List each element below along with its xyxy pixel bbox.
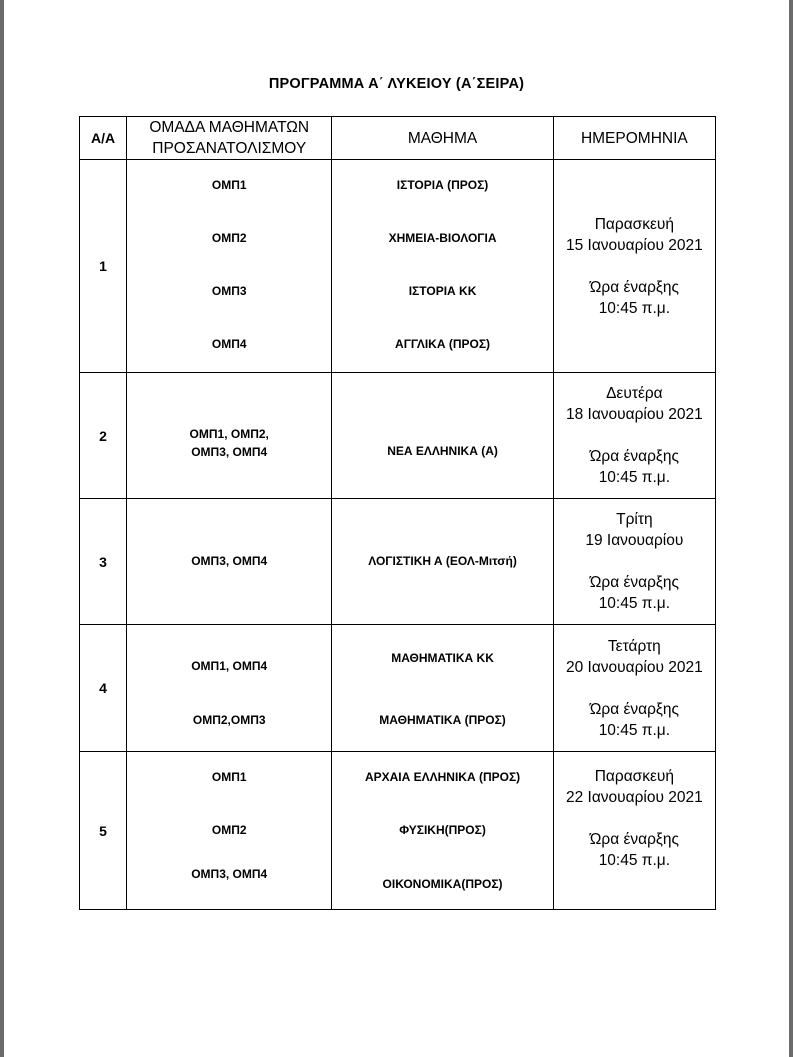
date-cell (553, 160, 715, 373)
row-number: 5 (80, 752, 127, 910)
header-aa: Α/Α (80, 117, 127, 160)
table-header-row (80, 117, 716, 160)
start-time: 10:45 π.μ. (598, 469, 671, 486)
date-value: 22 Ιανουαρίου 2021 (565, 789, 703, 806)
date-value: 15 Ιανουαρίου 2021 (565, 236, 703, 254)
subject-item: ΑΡΧΑΙΑ ΕΛΛΗΝΙΚΑ (ΠΡΟΣ) (364, 770, 521, 784)
subject-item: ΑΓΓΛΙΚΑ (ΠΡΟΣ) (395, 337, 491, 351)
subject-cell (332, 499, 553, 625)
row-number: 1 (80, 160, 127, 373)
group-item: ΟΜΠ2 (211, 823, 247, 837)
header-group-line1: ΟΜΑΔΑ ΜΑΘΗΜΑΤΩΝ (149, 119, 310, 136)
group-cell (127, 752, 332, 910)
window-edge-right (789, 0, 793, 1057)
start-label: Ώρα έναρξης (589, 574, 679, 591)
group-item: ΟΜΠ2,ΟΜΠ3 (192, 713, 266, 727)
group-item: ΟΜΠ3 (211, 284, 247, 298)
date-cell (553, 625, 715, 752)
subject-item: ΟΙΚΟΝΟΜΙΚΑ(ΠΡΟΣ) (382, 877, 503, 891)
subject-cell (332, 373, 553, 499)
table-row (80, 373, 716, 499)
group-item: ΟΜΠ3, ΟΜΠ4 (191, 554, 268, 568)
date-day: Παρασκευή (594, 768, 674, 785)
schedule-table (79, 116, 716, 910)
group-item: ΟΜΠ3, ΟΜΠ4 (191, 867, 268, 881)
table-row (80, 625, 716, 752)
page-title: ΠΡΟΓΡΑΜΜΑ Α΄ ΛΥΚΕΙΟΥ (Α΄ΣΕΙΡΑ) (268, 76, 525, 92)
row-number: 2 (80, 373, 127, 499)
group-item: ΟΜΠ1, ΟΜΠ2, (189, 427, 269, 441)
date-day: Τρίτη (616, 511, 653, 528)
header-group-line2: ΠΡΟΣΑΝΑΤΟΛΙΣΜΟΥ (152, 140, 307, 157)
date-day: Τετάρτη (607, 637, 661, 655)
subject-item: ΧΗΜΕΙΑ-ΒΙΟΛΟΓΙΑ (388, 231, 497, 245)
header-date: ΗΜΕΡΟΜΗΝΙΑ (553, 117, 715, 160)
group-cell (127, 373, 332, 499)
date-value: 18 Ιανουαρίου 2021 (565, 406, 703, 423)
date-cell (553, 499, 715, 625)
subject-item: ΦΥΣΙΚΗ(ΠΡΟΣ) (399, 823, 486, 837)
start-label: Ώρα έναρξης (589, 700, 679, 718)
start-time: 10:45 π.μ. (598, 595, 671, 612)
date-cell (553, 373, 715, 499)
subject-item: ΙΣΤΟΡΙΑ (ΠΡΟΣ) (396, 178, 489, 192)
group-item: ΟΜΠ1, ΟΜΠ4 (191, 659, 268, 673)
subject-item: ΜΑΘΗΜΑΤΙΚΑ ΚΚ (391, 651, 494, 665)
group-cell (127, 160, 332, 373)
table-row (80, 160, 716, 373)
start-time: 10:45 π.μ. (598, 299, 671, 317)
subject-cell (332, 752, 553, 910)
subject-cell (332, 625, 553, 752)
start-label: Ώρα έναρξης (589, 831, 679, 848)
group-item: ΟΜΠ2 (211, 231, 247, 245)
date-day: Δευτέρα (606, 385, 663, 402)
subject-item: ΛΟΓΙΣΤΙΚΗ Α (ΕΟΛ-Μιτσή) (368, 554, 517, 568)
start-label: Ώρα έναρξης (589, 278, 679, 296)
group-item: ΟΜΠ1 (211, 178, 247, 192)
subject-item: ΝΕΑ ΕΛΛΗΝΙΚΑ (Α) (387, 444, 498, 458)
start-time: 10:45 π.μ. (598, 852, 671, 869)
table-row (80, 499, 716, 625)
start-time: 10:45 π.μ. (598, 721, 671, 739)
group-item: ΟΜΠ4 (211, 337, 247, 351)
subject-item: ΜΑΘΗΜΑΤΙΚΑ (ΠΡΟΣ) (379, 713, 506, 727)
row-number: 3 (80, 499, 127, 625)
group-item: ΟΜΠ3, ΟΜΠ4 (191, 445, 268, 459)
date-day: Παρασκευή (594, 215, 674, 233)
header-group (127, 117, 332, 160)
date-value: 19 Ιανουαρίου (585, 532, 684, 549)
header-subject: ΜΑΘΗΜΑ (332, 117, 553, 160)
date-value: 20 Ιανουαρίου 2021 (565, 658, 703, 676)
group-cell (127, 625, 332, 752)
table-row (80, 752, 716, 910)
window-edge-left (0, 0, 4, 1057)
group-cell (127, 499, 332, 625)
subject-cell (332, 160, 553, 373)
subject-item: ΙΣΤΟΡΙΑ ΚΚ (408, 284, 477, 298)
date-cell (553, 752, 715, 910)
start-label: Ώρα έναρξης (589, 448, 679, 465)
group-item: ΟΜΠ1 (211, 770, 247, 784)
row-number: 4 (80, 625, 127, 752)
